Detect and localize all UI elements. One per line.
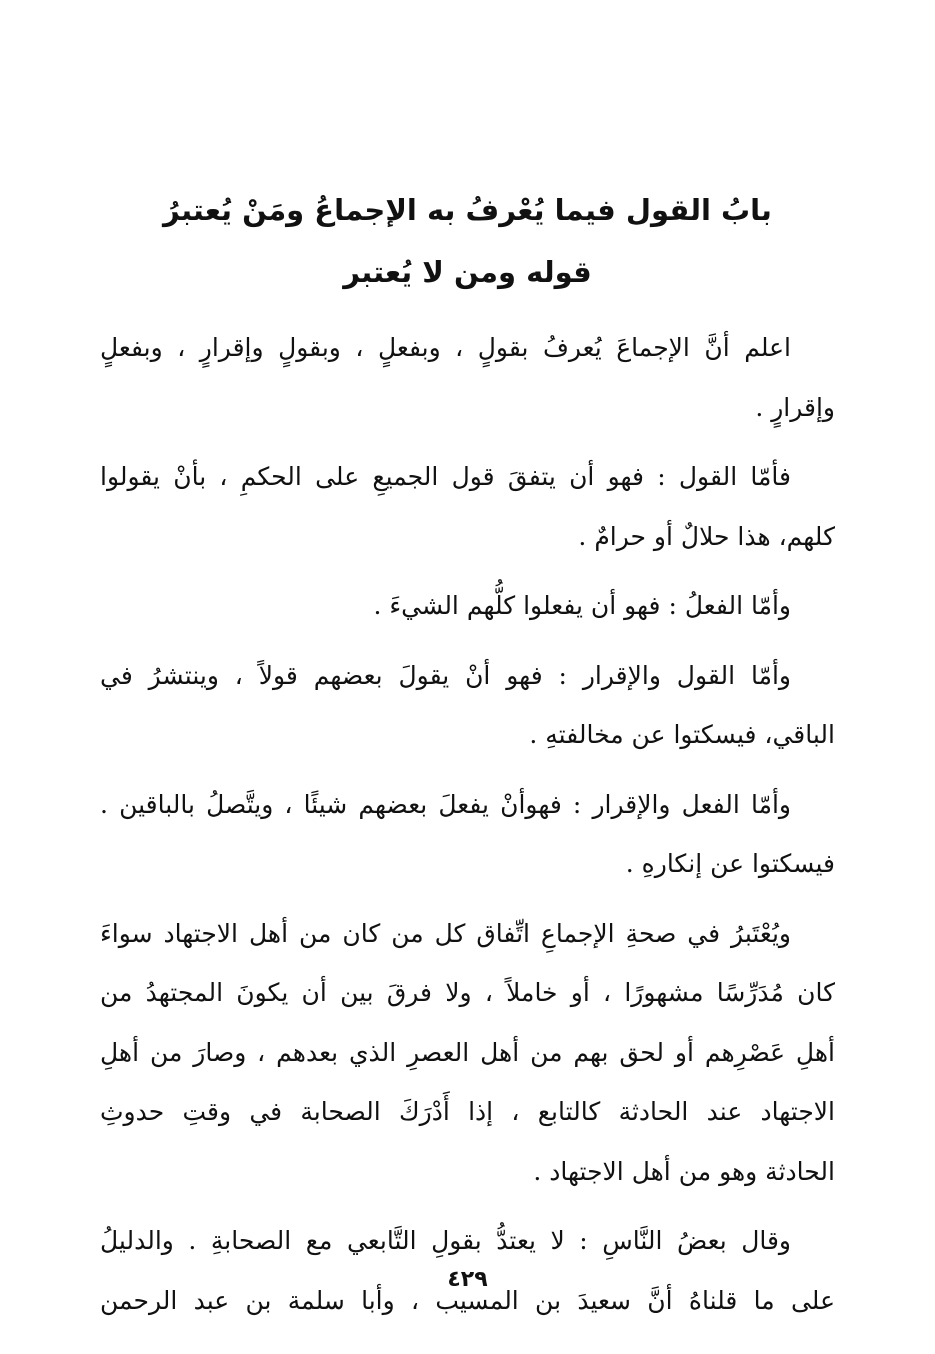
paragraph (100, 904, 835, 1202)
text-line: أهلِ عَصْرِهم أو لحق بهم من أهل العصرِ الذي بعدهم ، وصارَ من أهلِ (100, 1037, 835, 1067)
text-line: كان مُدَرِّسًا مشهورًا ، أو خاملاً ، ولا فرقَ بين أن يكونَ المجتهدُ من (100, 978, 835, 1007)
text-line: اعلم أنَّ الإجماعَ يُعرفُ بقولٍ ، وبفعلٍ ، وبقولٍ وإقرارٍ ، وبفعلٍ (100, 333, 791, 362)
text-line: فأمّا القول : فهو أن يتفقَ قول الجميعِ على الحكمِ ، بأنْ يقولوا (100, 462, 791, 491)
text-line: ويُعْتَبرُ في صحةِ الإجماعِ اتِّفاق كل من كان من أهل الاجتهاد سواءَ (100, 918, 791, 948)
text-line: على ما قلناهُ أنَّ سعيدَ بن المسيب ، وأبا سلمة بن عبد الرحمن (100, 1285, 835, 1315)
paragraph (100, 775, 835, 894)
text-line: وأمّا الفعل والإقرار : فهوأنْ يفعلَ بعضهم شيئًا ، ويتَّصلُ بالباقين . (100, 789, 791, 819)
text-line: الباقي، فيسكتوا عن مخالفتهِ . (529, 720, 835, 749)
text-line: الحادثة وهو من أهل الاجتهاد . (533, 1156, 835, 1186)
body-text (100, 318, 835, 1340)
paragraph (100, 646, 835, 765)
paragraph (100, 447, 835, 566)
text-line: كلهم، هذا حلالٌ أو حرامٌ . (578, 521, 835, 551)
text-line: الاجتهاد عند الحادثة كالتابع ، إذا أَدْرَكَ الصحابة في وقتِ حدوثِ (100, 1097, 835, 1126)
text-line: فيسكتوا عن إنكارهِ . (625, 849, 835, 878)
paragraph (100, 576, 835, 636)
text-line: وإقرارٍ . (755, 392, 835, 422)
page-number: ٤٢٩ (447, 1267, 488, 1292)
paragraph (100, 318, 835, 437)
chapter-title-line-2: قوله ومن لا يُعتبر (343, 255, 592, 289)
chapter-title-line-1: بابُ القول فيما يُعْرفُ به الإجماعُ ومَنْ يُعتبرُ (163, 193, 772, 227)
text-line: وأمّا القول والإقرار : فهو أنْ يقولَ بعضهم قولاً ، وينتشرُ في (100, 660, 791, 690)
text-line: وقال بعضُ النَّاسِ : لا يعتدُّ بقولِ التَّابعي مع الصحابةِ . والدليلُ (100, 1226, 791, 1255)
text-line: وأمّا الفعلُ : فهو أن يفعلوا كلُّهم الشيءَ . (373, 591, 791, 620)
